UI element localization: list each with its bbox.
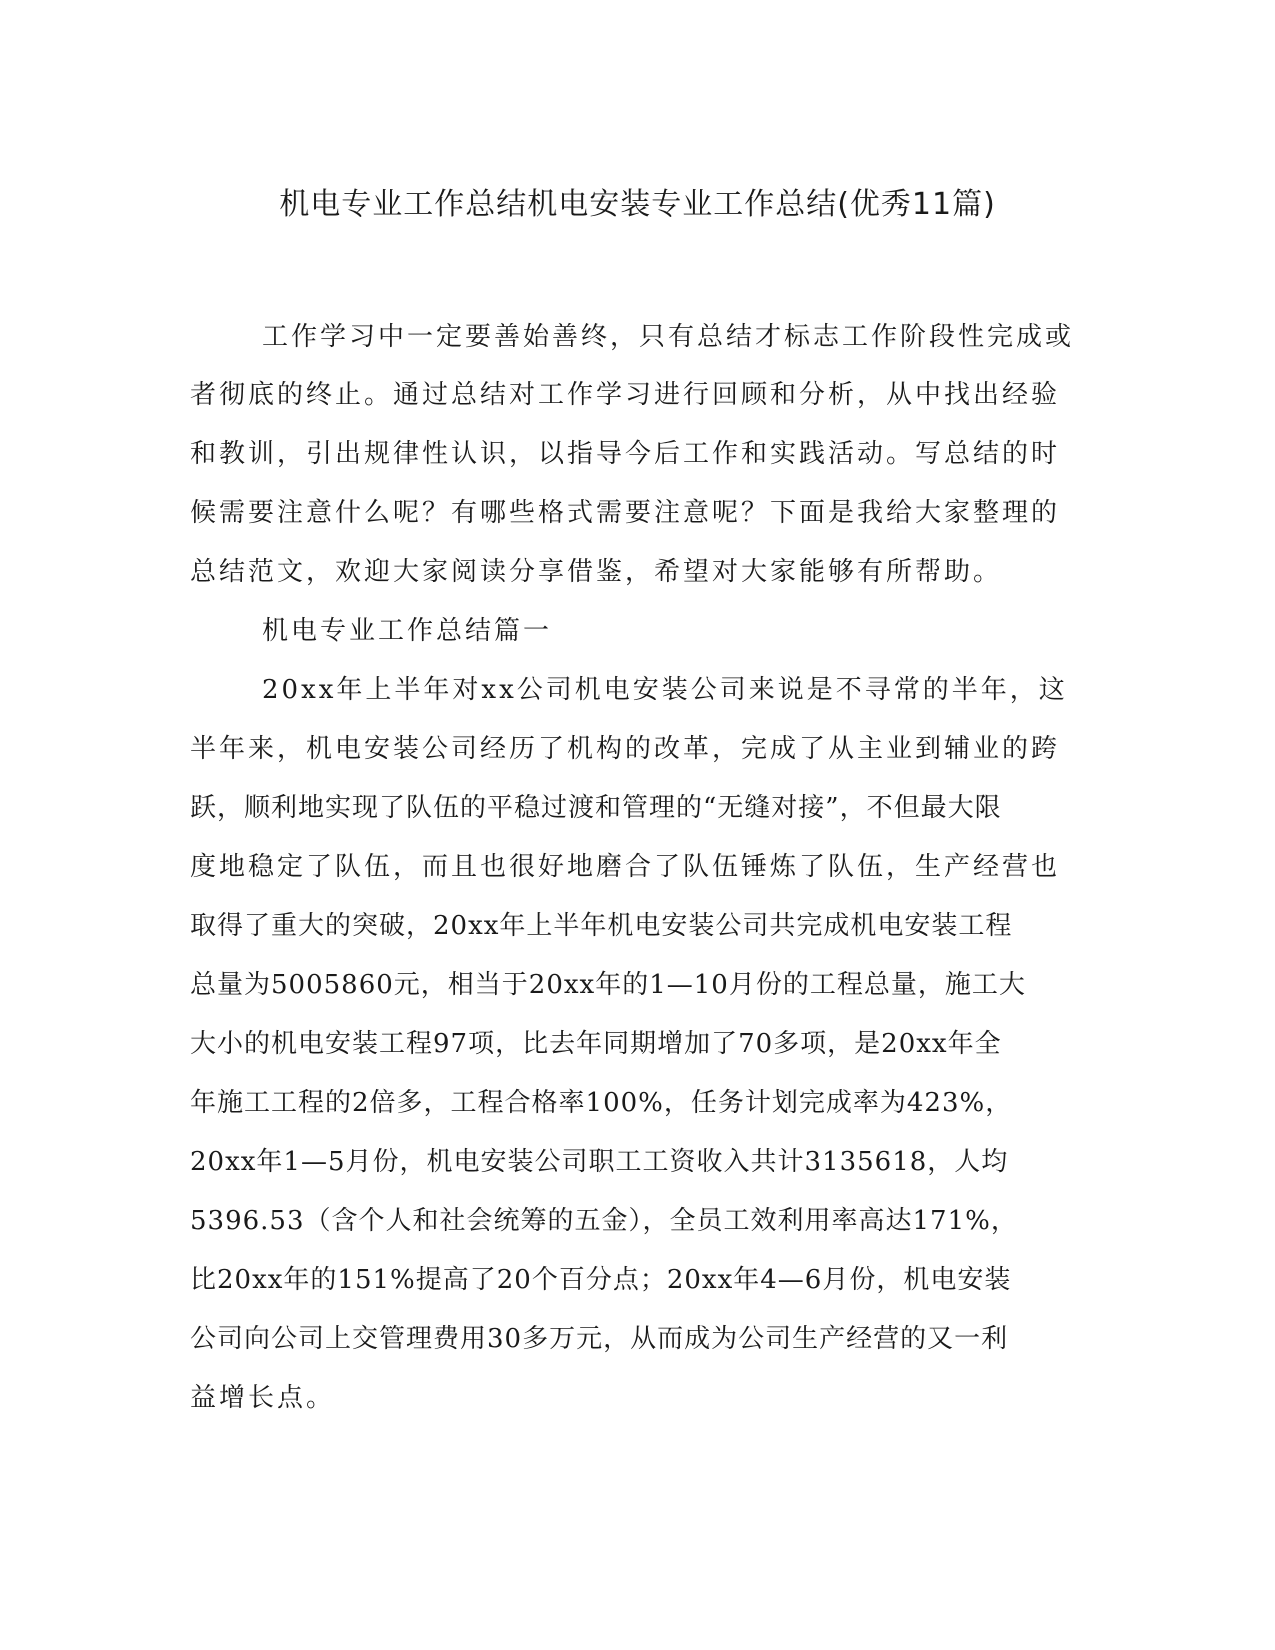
body-line-1: 20xx年上半年对xx公司机电安装公司来说是不寻常的半年，这 (262, 675, 1068, 705)
intro-line-5: 总结范文，欢迎大家阅读分享借鉴，希望对大家能够有所帮助。 (190, 557, 1003, 587)
body-line-4: 度地稳定了队伍，而且也很好地磨合了队伍锤炼了队伍，生产经营也 (190, 852, 1061, 882)
document-title: 机电专业工作总结机电安装专业工作总结(优秀11篇) (279, 187, 996, 222)
body-line-11: 比20xx年的151%提高了20个百分点；20xx年4—6月份，机电安装 (190, 1265, 1012, 1295)
intro-line-2: 者彻底的终止。通过总结对工作学习进行回顾和分析，从中找出经验 (190, 380, 1061, 410)
intro-line-4: 候需要注意什么呢？有哪些格式需要注意呢？下面是我给大家整理的 (190, 498, 1061, 528)
body-line-12: 公司向公司上交管理费用30多万元，从而成为公司生产经营的又一利 (190, 1324, 1009, 1354)
body-line-5: 取得了重大的突破，20xx年上半年机电安装公司共完成机电安装工程 (190, 911, 1013, 941)
body-line-13: 益增长点。 (190, 1383, 336, 1413)
intro-line-3: 和教训，引出规律性认识，以指导今后工作和实践活动。写总结的时 (190, 439, 1061, 469)
section-heading: 机电专业工作总结篇一 (262, 616, 553, 646)
body-line-9: 20xx年1—5月份，机电安装公司职工工资收入共计3135618，人均 (190, 1147, 1009, 1177)
body-line-3: 跃，顺利地实现了队伍的平稳过渡和管理的“无缝对接”，不但最大限 (190, 793, 1002, 823)
body-line-7: 大小的机电安装工程97项，比去年同期增加了70多项，是20xx年全 (190, 1029, 1002, 1059)
body-line-10: 5396.53（含个人和社会统筹的五金），全员工效利用率高达171%， (190, 1206, 1018, 1236)
body-line-6: 总量为5005860元，相当于20xx年的1—10月份的工程总量，施工大 (190, 970, 1026, 1000)
intro-line-1: 工作学习中一定要善始善终，只有总结才标志工作阶段性完成或 (262, 322, 1075, 352)
body-line-8: 年施工工程的2倍多，工程合格率100%，任务计划完成率为423%， (190, 1088, 1013, 1118)
body-line-2: 半年来，机电安装公司经历了机构的改革，完成了从主业到辅业的跨 (190, 734, 1061, 764)
